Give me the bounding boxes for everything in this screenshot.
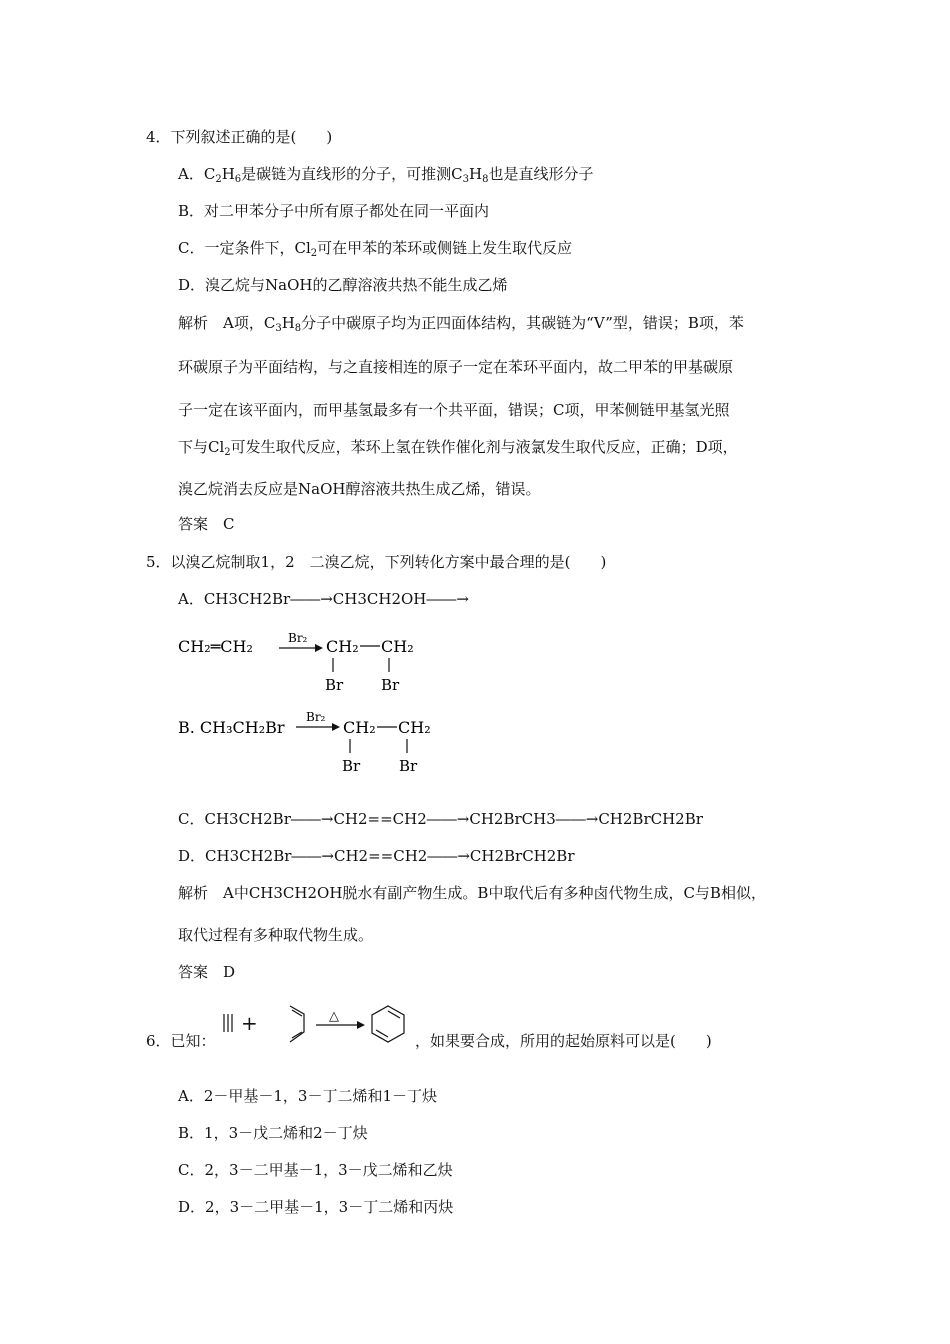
q6-option-a: A．2－甲基－1，3－丁二烯和1－丁炔 [178,1087,438,1105]
q6-stem-suffix: ，如果要合成，所用的起始原料可以是( ) [415,1032,712,1050]
heat-symbol: △ [329,1009,339,1024]
q4-answer: 答案 C [178,515,235,533]
q6-option-b: B．1，3－戊二烯和2－丁炔 [178,1124,368,1142]
q6-diels-alder-reaction [212,998,417,1050]
q5-answer: 答案 D [178,963,236,981]
scheme-b-br-1: Br [342,757,361,775]
q5-analysis-line-2: 取代过程有多种取代物生成。 [178,926,374,944]
q5-stem: 5．以溴乙烷制取1，2 二溴乙烷，下列转化方案中最合理的是( ) [146,553,607,571]
cyclohexadiene-ring [372,1006,404,1042]
q4-option-a: A．$C_2H_6$是碳链为直线形的分子，可推测$C_3H_8$也是直线形分子 [178,165,594,185]
q4-option-b: B．对二甲苯分子中所有原子都处在同一平面内 [178,202,490,220]
scheme-b-arrow-head [332,723,340,731]
scheme-b-carbon-2: CH₂ [398,718,431,737]
q4-analysis-line-4: 下与$Cl_2$可发生取代反应，苯环上氢在铁作催化剂与液氯发生取代反应，正确；D项， [178,438,738,458]
q4-analysis-line-1: 解析 A项，$C_3H_8$分子中碳原子均为正四面体结构，其碳链为“V”型，错误；B项，苯 [178,314,744,334]
q6-stem-prefix: 6．已知： [146,1032,216,1050]
scheme-b-carbon-1: CH₂ [343,718,376,737]
q4-option-c: C．一定条件下，$Cl_2$可在甲苯的苯环或侧链上发生取代反应 [178,239,573,259]
scheme-a-carbon-1: CH₂ [326,637,359,656]
q4-stem: 4．下列叙述正确的是( ) [146,128,333,146]
q5-option-c: C．CH3CH2Br――→CH2==CH2――→CH2BrCH3――→CH2BrCH2Br [178,810,703,828]
q5-scheme-a [178,622,438,694]
scheme-a-carbon-2: CH₂ [381,637,414,656]
q5-analysis-line-1: 解析 A中CH3CH2OH脱水有副产物生成。B中取代后有多种卤代物生成，C与B相似， [178,884,766,902]
q4-analysis-line-3: 子一定在该平面内，而甲基氢最多有一个共平面，错误；C项，甲苯侧链甲基氢光照 [178,401,730,419]
butadiene-structure [290,1006,304,1042]
scheme-b-reactant: B. CH₃CH₂Br [178,718,285,737]
q4-analysis-line-2: 环碳原子为平面结构，与之直接相连的原子一定在苯环平面内，故二甲苯的甲基碳原 [178,358,734,376]
q6-option-c: C．2，3－二甲基－1，3－戊二烯和乙炔 [178,1161,453,1179]
scheme-a-br-1: Br [325,676,344,694]
scheme-b-br-2: Br [399,757,418,775]
plus-sign: + [241,1011,258,1035]
scheme-a-arrow-head [315,644,323,652]
q4-analysis-line-5: 溴乙烷消去反应是NaOH醇溶液共热生成乙烯，错误。 [178,480,541,498]
q4-option-d: D．溴乙烷与NaOH的乙醇溶液共热不能生成乙烯 [178,276,508,294]
reaction-arrow-head [357,1021,365,1029]
scheme-b-reagent: Br₂ [306,710,326,724]
q6-option-d: D．2，3－二甲基－1，3－丁二烯和丙炔 [178,1198,454,1216]
scheme-a-reactant: CH₂═CH₂ [178,637,253,656]
scheme-a-br-2: Br [381,676,400,694]
scheme-a-reagent: Br₂ [288,631,308,645]
q5-scheme-b [178,703,458,775]
q5-option-a: A．CH3CH2Br――→CH3CH2OH――→ [178,590,469,608]
q5-option-d: D．CH3CH2Br――→CH2==CH2――→CH2BrCH2Br [178,847,575,865]
